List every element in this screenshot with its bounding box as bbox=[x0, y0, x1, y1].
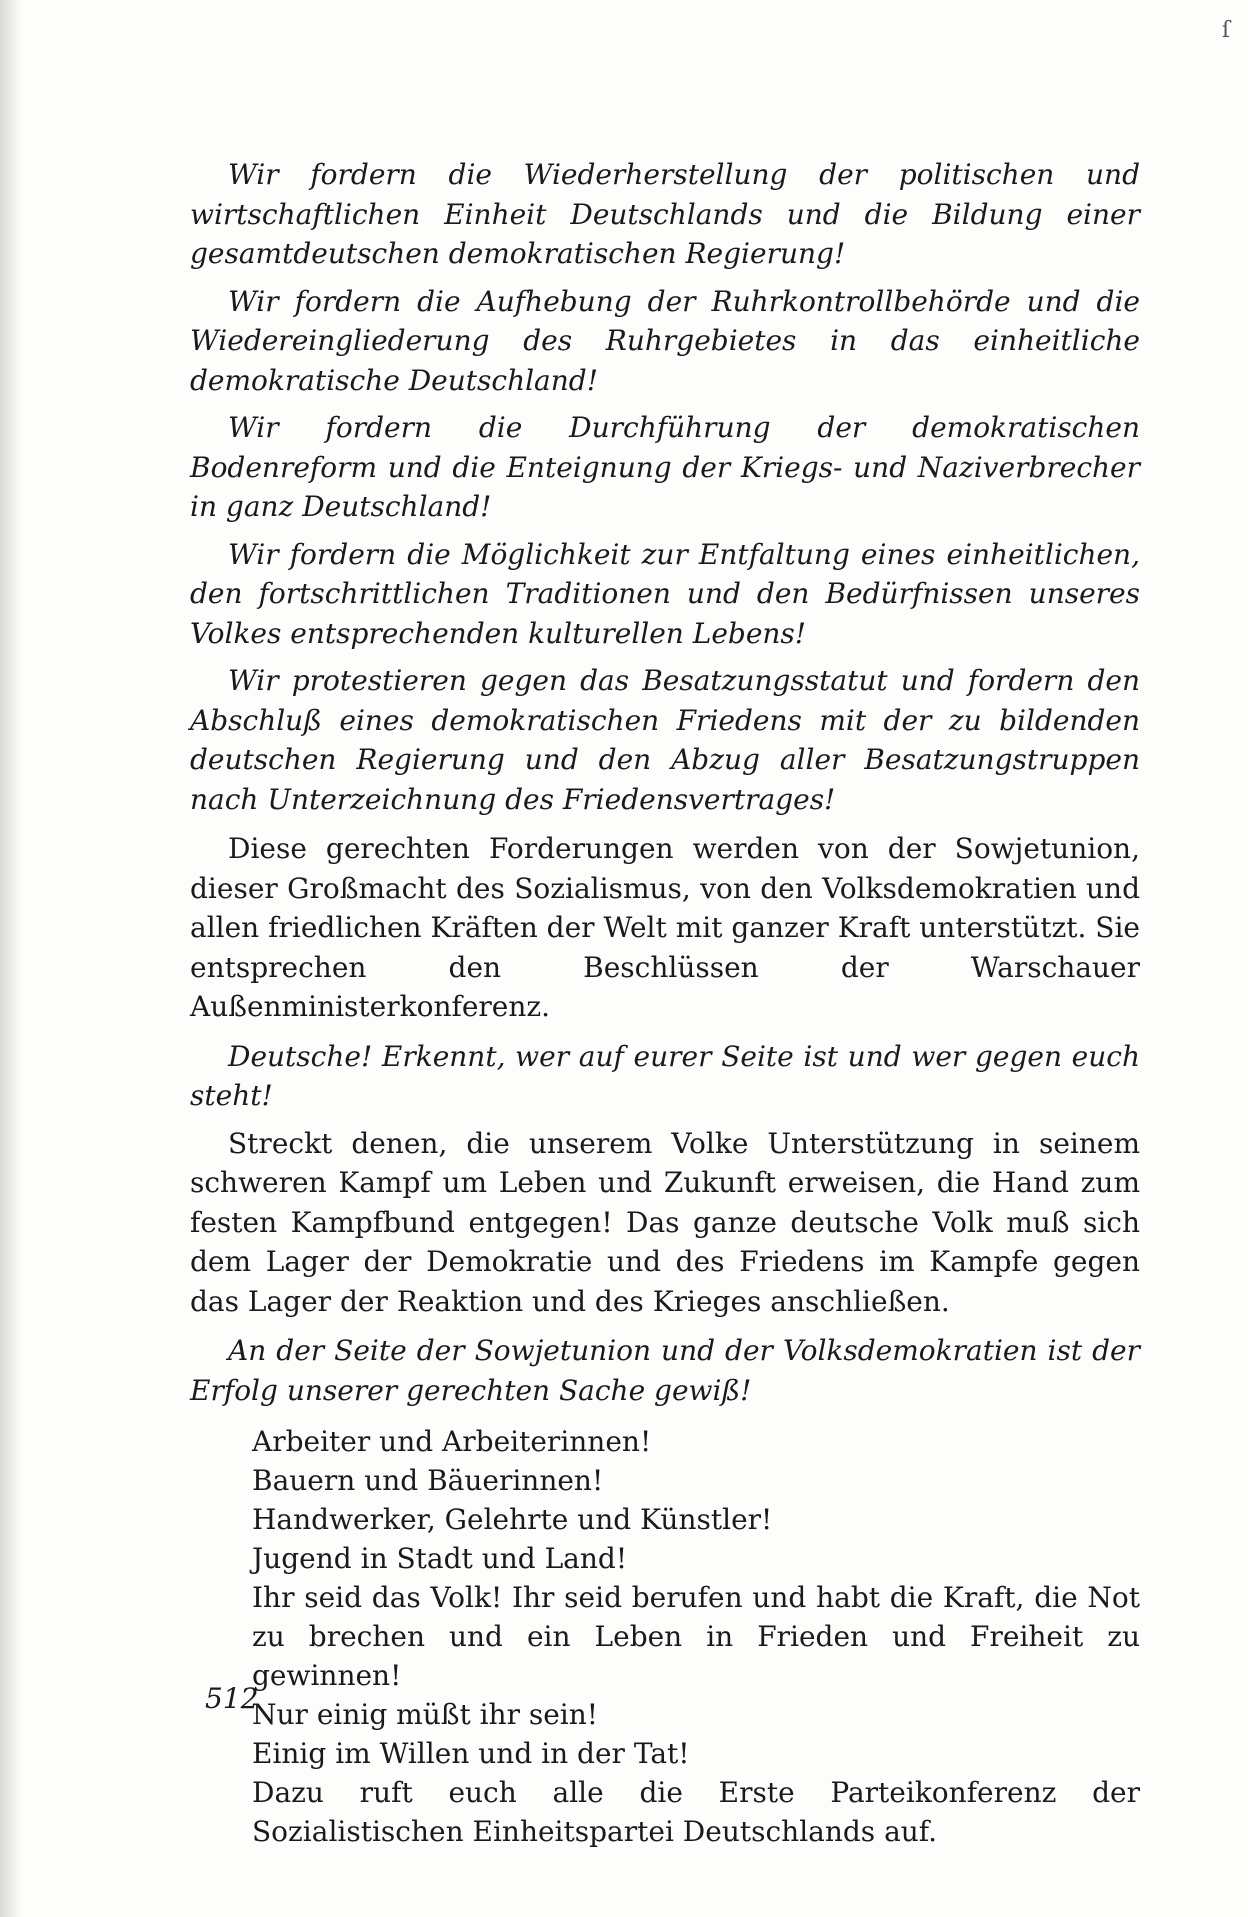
closing-line: Arbeiter und Arbeiterinnen! bbox=[252, 1425, 652, 1458]
page-number: 512 bbox=[205, 1682, 259, 1715]
closing-line: Dazu ruft euch alle die Erste Parteikonferenz der Sozialistischen Einheitspartei Deutschlands auf. bbox=[252, 1776, 1140, 1848]
closing-appeal bbox=[252, 1422, 1140, 1851]
paragraph-protest-occupation: Wir protestieren gegen das Besatzungsstatut und fordern den Abschluß eines demokratischen Friedens mit der zu bildenden deutschen Regierung und den Abzug aller Besatzungstruppen nach Unterzeichnung des Friedensvertrages! bbox=[190, 664, 1140, 816]
paragraph-success: An der Seite der Sowjetunion und der Volksdemokratien ist der Erfolg unserer gerechten Sache gewiß! bbox=[190, 1334, 1140, 1407]
page-edge-shadow bbox=[0, 0, 22, 1917]
closing-line: Bauern und Bäuerinnen! bbox=[252, 1464, 604, 1497]
corner-mark: ſ bbox=[1221, 18, 1230, 43]
page-text bbox=[190, 155, 1140, 1851]
paragraph-demand-ruhr: Wir fordern die Aufhebung der Ruhrkontrollbehörde und die Wiedereingliederung des Ruhrgebietes in das einheitliche demokratische Deutschland! bbox=[190, 284, 1140, 397]
closing-line: Ihr seid das Volk! Ihr seid berufen und habt die Kraft, die Not zu brechen und ein Leben in Frieden und Freiheit zu gewinnen! bbox=[252, 1581, 1140, 1692]
paragraph-demand-unity: Wir fordern die Wiederherstellung der politischen und wirtschaftlichen Einheit Deutschlands und die Bildung einer gesamtdeutschen demokratischen Regierung! bbox=[190, 158, 1140, 270]
paragraph-demand-culture: Wir fordern die Möglichkeit zur Entfaltung eines einheitlichen, den fortschrittlichen Traditionen und den Bedürfnissen unseres Volkes entsprechenden kulturellen Lebens! bbox=[190, 537, 1140, 650]
closing-line: Einig im Willen und in der Tat! bbox=[252, 1737, 690, 1770]
closing-line: Handwerker, Gelehrte und Künstler! bbox=[252, 1503, 773, 1536]
paragraph-call-to-action: Streckt denen, die unserem Volke Unterstützung in seinem schweren Kampf um Leben und Zukunft erweisen, die Hand zum festen Kampfbund entgegen! Das ganze deutsche Volk muß sich dem Lager der Demokratie und des Friedens im Kampfe gegen das Lager der Reaktion und des Krieges anschließen. bbox=[190, 1126, 1140, 1318]
paragraph-appeal: Deutsche! Erkennt, wer auf eurer Seite ist und wer gegen euch steht! bbox=[190, 1039, 1140, 1112]
paragraph-support: Diese gerechten Forderungen werden von der Sowjetunion, dieser Großmacht des Sozialismus, von den Volksdemokratien und allen friedlichen Kräften der Welt mit ganzer Kraft unterstützt. Sie entsprechen den Beschlüssen der Warschauer Außenministerkonferenz. bbox=[190, 832, 1140, 1023]
closing-line: Nur einig müßt ihr sein! bbox=[252, 1698, 599, 1731]
closing-line: Jugend in Stadt und Land! bbox=[252, 1542, 628, 1575]
paragraph-demand-land-reform: Wir fordern die Durchführung der demokratischen Bodenreform und die Enteignung der Kriegs- und Naziverbrecher in ganz Deutschland! bbox=[190, 411, 1140, 523]
